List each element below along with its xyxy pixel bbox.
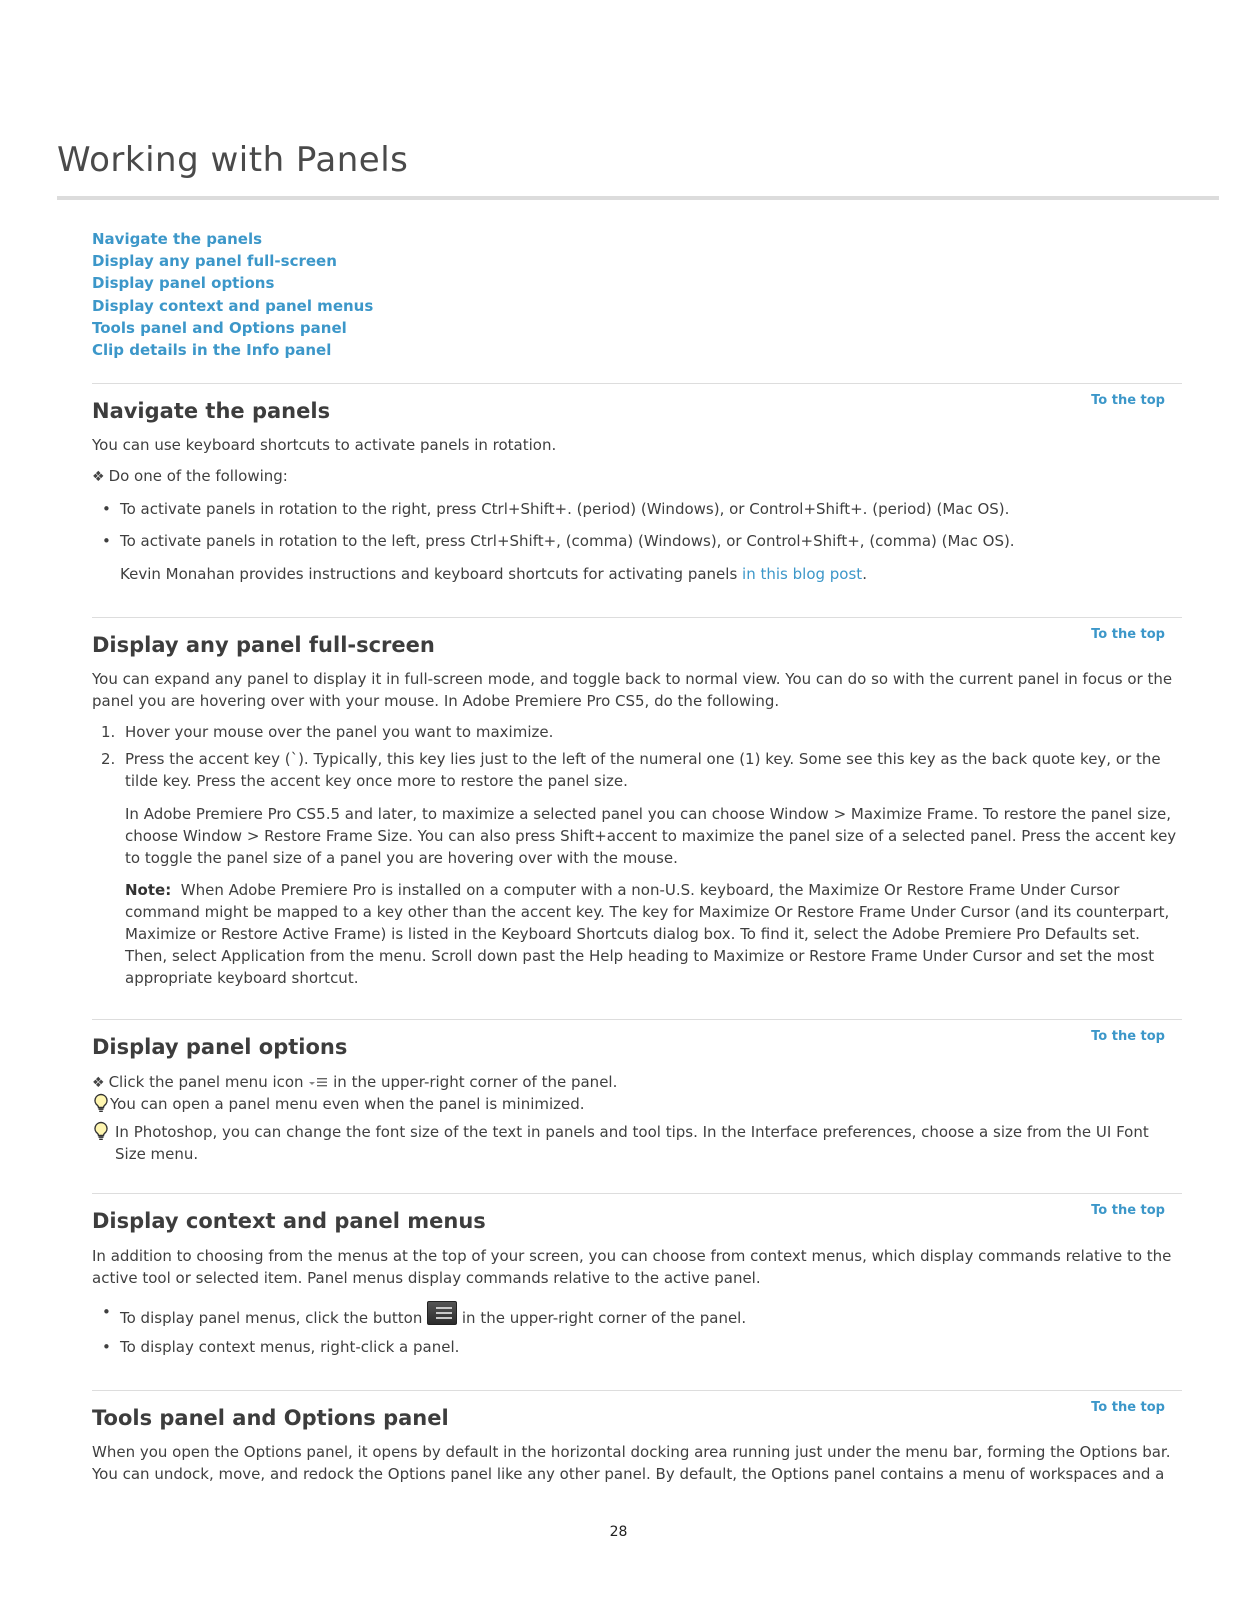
step-text: Hover your mouse over the panel you want to maximize. bbox=[125, 723, 554, 741]
section-divider bbox=[92, 1390, 1182, 1391]
diamond-icon: ❖ bbox=[92, 469, 105, 485]
section-tools-panel bbox=[92, 1390, 1182, 1500]
numbered-step bbox=[101, 721, 1182, 743]
section-fullscreen bbox=[92, 617, 1182, 1017]
blog-note-text: Kevin Monahan provides instructions and keyboard shortcuts for activating panels bbox=[120, 565, 743, 583]
step-number: 2. bbox=[101, 750, 116, 768]
section-navigate bbox=[92, 383, 1182, 613]
diamond-icon: ❖ bbox=[92, 1075, 105, 1091]
step-line bbox=[92, 1071, 1182, 1094]
lightbulb-icon bbox=[92, 1121, 110, 1141]
note-paragraph bbox=[125, 879, 1182, 989]
section-intro: You can use keyboard shortcuts to activate panels in rotation. bbox=[92, 436, 557, 454]
panel-menu-button-icon bbox=[427, 1301, 457, 1325]
section-divider bbox=[92, 1019, 1182, 1020]
note-body: When Adobe Premiere Pro is installed on a computer with a non-U.S. keyboard, the Maximize Or Restore Frame Under Cursor command might be mapped to a key other than the accent key. The key for Maximize Or Restore Frame Under Cursor (and its counterpart, Maximize or Restore Active Frame) is listed in the Keyboard Shortcuts dialog box. To find it, select the Adobe Premiere Pro Defaults set. Then, select Application from the menu. Scroll down past the Help heading to Maximize or Restore Frame Under Cursor and set the most appropriate keyboard shortcut. bbox=[125, 881, 1170, 987]
step-text: Do one of the following: bbox=[108, 467, 288, 485]
toc-link-clip-details[interactable]: Clip details in the Info panel bbox=[92, 340, 332, 359]
to-the-top-link[interactable]: To the top bbox=[1091, 1400, 1165, 1415]
page-title: Working with Panels bbox=[57, 140, 409, 180]
section-divider bbox=[92, 383, 1182, 384]
page-number: 28 bbox=[609, 1524, 628, 1540]
toc-link-tools-panel[interactable]: Tools panel and Options panel bbox=[92, 318, 347, 337]
blog-note-end: . bbox=[862, 565, 867, 583]
title-divider bbox=[57, 196, 1219, 200]
step-line bbox=[92, 465, 1182, 488]
followup-paragraph: In Adobe Premiere Pro CS5.5 and later, to maximize a selected panel you can choose Window > Maximize Frame. To restore the panel size, choose Window > Restore Frame Size. You can also press Shift+accent to maximize the panel size of a selected panel. Press the accent key to toggle the panel size of a panel you are hovering over with the mouse. bbox=[125, 805, 1177, 867]
section-divider bbox=[92, 617, 1182, 618]
note-label: Note: bbox=[125, 881, 172, 899]
numbered-step bbox=[101, 748, 1182, 792]
toc-link-navigate[interactable]: Navigate the panels bbox=[92, 230, 263, 248]
step-text-end: in the upper-right corner of the panel. bbox=[333, 1073, 618, 1091]
section-context-menus bbox=[92, 1193, 1182, 1383]
list-item-text-end: in the upper-right corner of the panel. bbox=[461, 1309, 747, 1327]
section-heading: Navigate the panels bbox=[92, 399, 331, 423]
section-intro: In addition to choosing from the menus at the top of your screen, you can choose from context menus, which display commands relative to the active tool or selected item. Panel menus display commands relative to the active panel. bbox=[92, 1247, 1172, 1287]
section-heading: Tools panel and Options panel bbox=[92, 1406, 449, 1430]
section-heading: Display any panel full-screen bbox=[92, 633, 435, 657]
section-intro: When you open the Options panel, it opens by default in the horizontal docking area running just under the menu bar, forming the Options bar. You can undock, move, and redock the Options panel like any other panel. By default, the Options panel contains a menu of workspaces and a bbox=[92, 1443, 1171, 1483]
list-item bbox=[120, 1301, 1182, 1329]
toc-link-panel-options[interactable]: Display panel options bbox=[92, 274, 275, 293]
panel-menu-icon bbox=[308, 1076, 328, 1088]
toc-link-context-menus[interactable]: Display context and panel menus bbox=[92, 296, 374, 315]
to-the-top-link[interactable]: To the top bbox=[1091, 1203, 1165, 1218]
list-item-text: To display panel menus, click the button bbox=[120, 1309, 423, 1327]
to-the-top-link[interactable]: To the top bbox=[1091, 1029, 1165, 1044]
lightbulb-icon bbox=[92, 1093, 110, 1113]
blog-note bbox=[120, 563, 1182, 585]
to-the-top-link[interactable]: To the top bbox=[1091, 627, 1165, 642]
blog-post-link[interactable]: in this blog post bbox=[742, 565, 863, 583]
section-heading: Display panel options bbox=[92, 1035, 348, 1059]
step-number: 1. bbox=[101, 723, 116, 741]
tip-text: You can open a panel menu even when the panel is minimized. bbox=[110, 1095, 585, 1113]
section-intro: You can expand any panel to display it in full-screen mode, and toggle back to normal view. You can do so with the current panel in focus or the panel you are hovering over with your mouse. In Adobe Premiere Pro CS5, do the following. bbox=[92, 670, 1173, 710]
section-heading: Display context and panel menus bbox=[92, 1209, 486, 1233]
table-of-contents bbox=[92, 228, 373, 361]
step-text: Click the panel menu icon bbox=[108, 1073, 304, 1091]
tip-line bbox=[92, 1093, 1182, 1115]
section-panel-options bbox=[92, 1019, 1182, 1189]
tip-text: In Photoshop, you can change the font size of the text in panels and tool tips. In the Interface preferences, choose a size from the UI Font Size menu. bbox=[115, 1123, 1149, 1163]
list-item: • To activate panels in rotation to the right, press Ctrl+Shift+. (period) (Windows), or Control+Shift+. (period) (Mac OS). bbox=[120, 498, 1182, 520]
toc-link-fullscreen[interactable]: Display any panel full-screen bbox=[92, 252, 337, 271]
section-divider bbox=[92, 1193, 1182, 1194]
list-item: • To activate panels in rotation to the left, press Ctrl+Shift+, (comma) (Windows), or Control+Shift+, (comma) (Mac OS). bbox=[120, 530, 1182, 552]
list-item: • To display context menus, right-click a panel. bbox=[120, 1336, 1182, 1358]
to-the-top-link[interactable]: To the top bbox=[1091, 393, 1165, 408]
tip-line bbox=[92, 1121, 1182, 1165]
step-text: Press the accent key (`). Typically, this key lies just to the left of the numeral one (1) key. Some see this key as the back quote key, or the tilde key. Press the accent key once more to restore the panel size. bbox=[125, 750, 1161, 790]
